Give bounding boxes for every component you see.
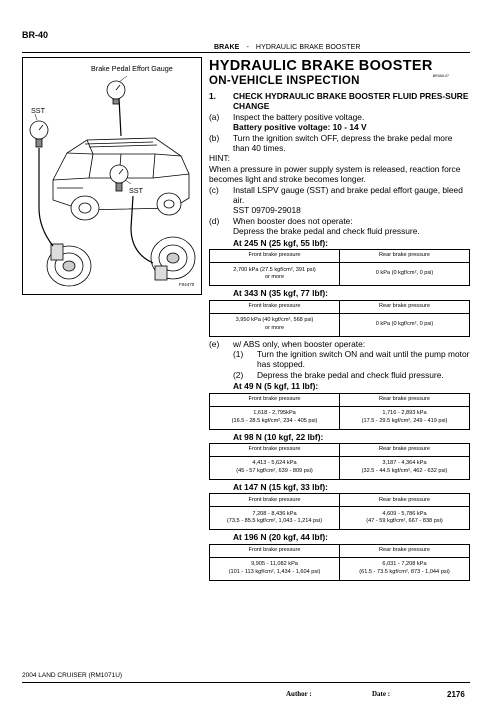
battery-spec: Battery positive voltage: 10 - 14 V bbox=[233, 122, 367, 133]
substep-label: (2) bbox=[233, 369, 244, 380]
front-value-line: 1,618 - 2,795kPa bbox=[253, 410, 296, 417]
header-section: BRAKE bbox=[214, 44, 240, 51]
front-header: Front brake pressure bbox=[210, 544, 340, 557]
step-label: (c) bbox=[209, 184, 219, 195]
rear-header: Rear brake pressure bbox=[340, 250, 470, 263]
rear-header: Rear brake pressure bbox=[340, 393, 470, 406]
front-value-line: 4,413 - 5,624 kPa bbox=[252, 460, 297, 467]
load-heading: At 245 N (25 kgf, 55 lbf): bbox=[233, 237, 328, 248]
step-text: Inspect the battery positive voltage. bbox=[233, 111, 365, 122]
step-b bbox=[209, 133, 471, 154]
header-separator: - bbox=[246, 44, 249, 51]
step-d-instruction: Depress the brake pedal and check fluid pressure. bbox=[233, 226, 420, 237]
sst-label-left: SST bbox=[31, 106, 45, 115]
step-label: (b) bbox=[209, 132, 220, 143]
front-header: Front brake pressure bbox=[210, 393, 340, 406]
front-value bbox=[210, 406, 340, 429]
rear-value-line: 6,031 - 7,208 kPa bbox=[382, 561, 427, 568]
main-content bbox=[209, 58, 471, 583]
front-value-line: 2,700 kPa (27.5 kgf/cm², 391 psi) bbox=[233, 266, 316, 273]
substep-text: Turn the ignition switch ON and wait until the pump motor has stopped. bbox=[257, 348, 470, 370]
section-header bbox=[214, 44, 361, 51]
front-value-line: (45 - 57 kgf/cm², 639 - 809 psi) bbox=[236, 467, 313, 474]
rear-value-line: (47 - 59 kgf/cm², 667 - 838 psi) bbox=[366, 518, 443, 525]
front-header: Front brake pressure bbox=[210, 250, 340, 263]
rear-header: Rear brake pressure bbox=[340, 300, 470, 313]
footer-author: Author : bbox=[286, 690, 312, 698]
substep-label: (1) bbox=[233, 348, 244, 359]
rear-header: Rear brake pressure bbox=[340, 494, 470, 507]
load-heading: At 147 N (15 kgf, 33 lbf): bbox=[233, 481, 328, 492]
page-title bbox=[209, 58, 471, 78]
rear-value bbox=[340, 507, 470, 530]
sst-number: SST 09709-29018 bbox=[233, 205, 301, 216]
front-value-line: (16.5 - 28.5 kgf/cm², 234 - 405 psi) bbox=[231, 417, 318, 424]
hint-label: HINT: bbox=[209, 153, 230, 164]
front-header: Front brake pressure bbox=[210, 494, 340, 507]
pressure-table bbox=[209, 443, 470, 480]
front-value-line: (73.5 - 85.5 kgf/cm², 1,043 - 1,214 psi) bbox=[226, 518, 323, 525]
front-value-line: or more bbox=[264, 324, 285, 331]
load-heading: At 49 N (5 kgf, 11 lbf): bbox=[233, 381, 319, 392]
step-e bbox=[209, 339, 471, 349]
footer-rule bbox=[22, 682, 470, 683]
rear-value-line: 3,187 - 4,364 kPa bbox=[382, 460, 427, 467]
pressure-table bbox=[209, 544, 470, 581]
front-value bbox=[210, 313, 340, 336]
inspection-figure bbox=[22, 57, 202, 295]
step-d bbox=[209, 216, 471, 226]
hint-text: When a pressure in power supply system is released, reaction force becomes light and stroke becomes longer. bbox=[209, 163, 461, 185]
sst-label-right: SST bbox=[129, 186, 143, 195]
step-text: Install LSPV gauge (SST) and brake pedal effort gauge, bleed air. bbox=[233, 184, 463, 206]
step-e-1 bbox=[209, 349, 471, 370]
step-text: Turn the ignition switch OFF, depress the brake pedal more than 40 times. bbox=[233, 132, 453, 154]
front-header: Front brake pressure bbox=[210, 443, 340, 456]
rear-value: 0 kPa (0 kgf/cm², 0 psi) bbox=[340, 313, 470, 336]
page-code: BR-40 bbox=[22, 30, 49, 40]
rear-value bbox=[340, 406, 470, 429]
load-heading: At 98 N (10 kgf, 22 lbf): bbox=[233, 431, 324, 442]
front-value bbox=[210, 507, 340, 530]
step-e-2 bbox=[209, 370, 471, 380]
step-label: (e) bbox=[209, 338, 220, 349]
header-topic: HYDRAULIC BRAKE BOOSTER bbox=[255, 44, 361, 51]
rear-header: Rear brake pressure bbox=[340, 544, 470, 557]
front-value bbox=[210, 557, 340, 580]
load-heading: At 343 N (35 kgf, 77 lbf): bbox=[233, 288, 328, 299]
pressure-table bbox=[209, 300, 470, 337]
vehicle-illustration bbox=[23, 58, 201, 294]
front-value-line: (101 - 113 kgf/cm², 1,434 - 1,604 psi) bbox=[228, 568, 321, 575]
rear-value-line: 1,716 - 2,893 kPa bbox=[382, 410, 427, 417]
page-subtitle: ON-VEHICLE INSPECTION bbox=[209, 75, 360, 87]
rear-value-line: (17.5 - 29.5 kgf/cm², 249 - 419 psi) bbox=[361, 417, 448, 424]
rear-value: 0 kPa (0 kgf/cm², 0 psi) bbox=[340, 263, 470, 286]
rear-value bbox=[340, 557, 470, 580]
gauge-label: Brake Pedal Effort Gauge bbox=[91, 64, 173, 73]
figure-id: F04470 bbox=[179, 282, 195, 287]
step-text: CHECK HYDRAULIC BRAKE BOOSTER FLUID PRES-SURE CHANGE bbox=[233, 91, 469, 112]
front-value bbox=[210, 456, 340, 479]
front-value-line: 7,208 - 8,436 kPa bbox=[252, 510, 297, 517]
front-value-line: or more bbox=[264, 274, 285, 281]
rear-value bbox=[340, 456, 470, 479]
footer-model: 2004 LAND CRUISER (RM1071U) bbox=[22, 672, 123, 679]
footer-date: Date : bbox=[372, 690, 391, 698]
rear-value-line: (32.5 - 44.5 kgf/cm², 462 - 632 psi) bbox=[361, 467, 448, 474]
title-text: HYDRAULIC BRAKE BOOSTER bbox=[209, 58, 433, 74]
rear-value-line: (61.5 - 73.5 kgf/cm², 873 - 1,044 psi) bbox=[359, 568, 450, 575]
pressure-table bbox=[209, 393, 470, 430]
step-text: w/ ABS only, when booster operate: bbox=[233, 338, 366, 349]
step-number: 1. bbox=[209, 91, 216, 101]
header-rule bbox=[22, 52, 470, 53]
page-number: 2176 bbox=[447, 690, 465, 699]
pressure-table bbox=[209, 493, 470, 530]
pressure-table bbox=[209, 249, 470, 286]
rear-value-line: 4,609 - 5,786 kPa bbox=[382, 510, 427, 517]
front-value bbox=[210, 263, 340, 286]
step-a bbox=[209, 112, 471, 122]
step-text: When booster does not operate: bbox=[233, 215, 353, 226]
front-value-line: 9,905 - 11,082 kPa bbox=[251, 561, 298, 568]
substep-text: Depress the brake pedal and check fluid pressure. bbox=[257, 369, 444, 380]
step-label: (a) bbox=[209, 111, 220, 122]
title-ref: BR0A5-07 bbox=[432, 74, 449, 78]
load-heading: At 196 N (20 kgf, 44 lbf): bbox=[233, 532, 328, 543]
front-value-line: 3,950 kPa (40 kgf/cm², 568 psi) bbox=[235, 317, 314, 323]
step-c bbox=[209, 185, 471, 206]
front-header: Front brake pressure bbox=[210, 300, 340, 313]
step-1 bbox=[209, 91, 471, 112]
step-label: (d) bbox=[209, 215, 220, 226]
rear-header: Rear brake pressure bbox=[340, 443, 470, 456]
